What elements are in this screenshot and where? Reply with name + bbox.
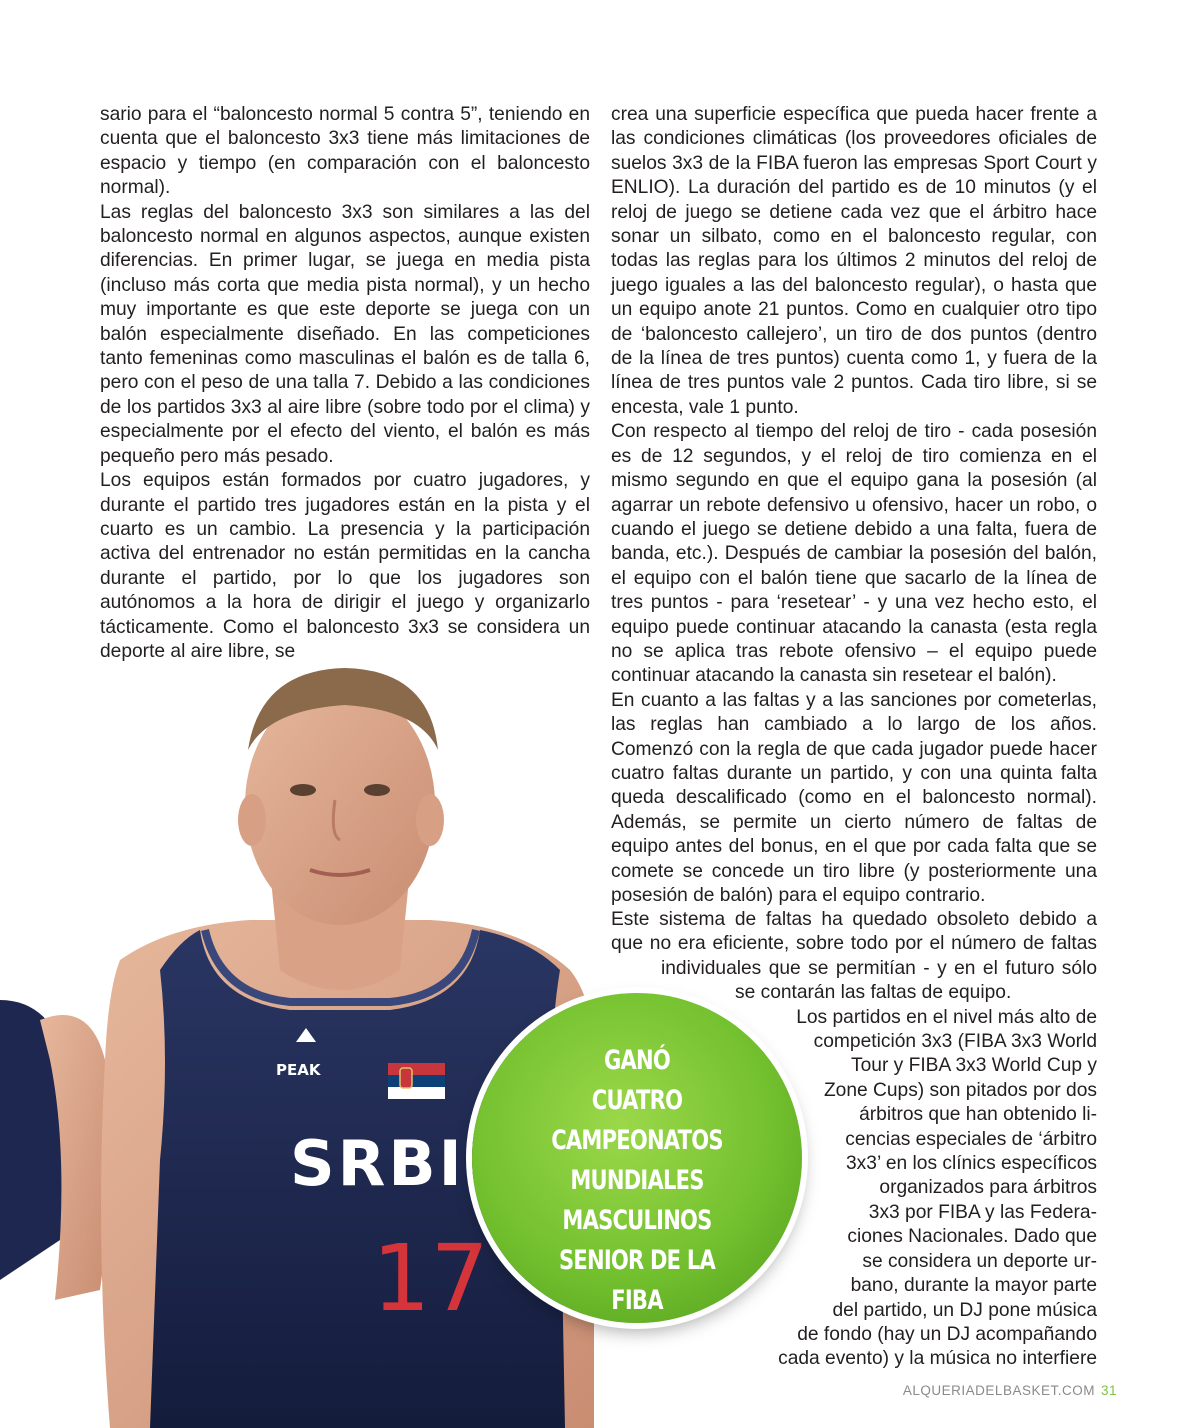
- body-text-right-column: [611, 103, 1097, 908]
- wrap-line: individuales que se permitían - y en el futuro sólo: [661, 957, 1097, 979]
- wrap-line: 3x3’ en los clínics específicos: [846, 1153, 1097, 1175]
- footer-site: ALQUERIADELBASKET.COM: [902, 1383, 1095, 1398]
- wrap-line: del partido, un DJ pone música: [832, 1299, 1097, 1321]
- wrap-line: bano, durante la mayor parte: [850, 1275, 1097, 1297]
- wrap-line: que no era eficiente, sobre todo por el número de faltas: [611, 933, 1097, 955]
- callout-circle: [472, 993, 802, 1323]
- jersey-number: 17: [372, 1225, 490, 1332]
- left-column-text: sario para el “baloncesto normal 5 contra 5”, teniendo en cuenta que el baloncesto 3x3 tiene más limitaciones de espacio y tiempo (en comparación con el baloncesto normal). Las reglas del baloncesto 3x3 son similares a las del baloncesto normal en algunos aspectos, aunque existen diferencias. En primer lugar, se juega en media pista (incluso más corta que media pista normal), y un hecho muy importante es que este deporte se juega con un balón especialmente diseñado. En las competiciones tanto femeninas como masculinas el balón es de talla 6, pero con el peso de una talla 7. Debido a las condiciones de los partidos 3x3 al aire libre (sobre todo por el clima) y especialmente por el efecto del viento, el balón es más pequeño pero más pesado. Los equipos están formados por cuatro jugadores, y durante el partido tres jugadores están en la pista y el cuarto es un cambio. La presencia y la participación activa del entrenador no están permitidas en la cancha durante el partido, por lo que los jugadores son autónomos a la hora de dirigir el juego y organizarlo tácticamente. Como el baloncesto 3x3 se considera un deporte al aire libre, se: [100, 104, 590, 662]
- wrap-line: cada evento) y la música no interfiere: [778, 1348, 1097, 1370]
- jersey-text: SRBI: [290, 1127, 465, 1200]
- callout-text: GANÓ CUATRO CAMPEONATOS MUNDIALES MASCULINOS SENIOR DE LA FIBA: [551, 1045, 723, 1316]
- wrap-line: se contarán las faltas de equipo.: [735, 982, 1012, 1004]
- wrap-line: competición 3x3 (FIBA 3x3 World: [813, 1031, 1097, 1053]
- wrap-line: Los partidos en el nivel más alto de: [796, 1006, 1097, 1028]
- wrap-line: 3x3 por FIBA y las Federa-: [868, 1201, 1097, 1223]
- wrap-line: Tour y FIBA 3x3 World Cup y: [851, 1055, 1097, 1077]
- wrap-line: de fondo (hay un DJ acompañando: [797, 1323, 1097, 1345]
- jersey-brand: PEAK: [276, 1061, 321, 1079]
- page-number: 31: [1100, 1383, 1117, 1398]
- wrap-line: cencias especiales de ‘árbitro: [845, 1128, 1097, 1150]
- wrap-line: árbitros que han obtenido li-: [859, 1104, 1097, 1126]
- player-photo: [0, 640, 594, 1428]
- wrap-line: Este sistema de faltas ha quedado obsoleto debido a: [611, 909, 1097, 930]
- wrap-line: se considera un deporte ur-: [862, 1250, 1097, 1272]
- wrap-line: Zone Cups) son pitados por dos: [823, 1079, 1097, 1101]
- body-text-left-column: [100, 103, 590, 664]
- page-footer: [903, 1383, 1117, 1398]
- right-column-text: crea una superficie específica que pueda hacer frente a las condiciones climáticas (los proveedores oficiales de suelos 3x3 de la FIBA fueron las empresas Sport Court y ENLIO). La duración del partido es de 10 minutos (y el reloj de juego se detiene cada vez que el árbitro hace sonar un silbato, como en el baloncesto regular, con todas las reglas para los últimos 2 minutos del reloj de juego iguales a las del baloncesto regular), o hasta que un equipo anote 21 puntos. Como en cualquier otro tipo de ‘baloncesto callejero’, un tiro de dos puntos (dentro de la línea de tres puntos) cuenta como 1, y fuera de la línea de tres puntos vale 2 puntos. Cada tiro libre, si se encesta, vale 1 punto. Con respecto al tiempo del reloj de tiro - cada posesión es de 12 segundos, y el reloj de tiro comienza en el mismo segundo en que el equipo gana la posesión (al agarrar un rebote defensivo u ofensivo, hacer un robo, o cuando el juego se detiene debido a una falta, fuera de banda, etc.). Después de cambiar la posesión del balón, el equipo con el balón tiene que sacarlo de la línea de tres puntos - para ‘resetear’ - y una vez hecho esto, el equipo puede continuar atacando la canasta (esta regla no se aplica tras rebote ofensivo – el equipo puede continuar atacando la canasta sin resetear el balón). En cuanto a las faltas y a las sanciones por cometerlas, las reglas han cambiado a lo largo de los años. Comenzó con la regla de que cada jugador puede hacer cuatro faltas durante un partido, y con una quinta falta queda descalificado (como en el baloncesto normal). Además, se permite un cierto número de faltas de equipo antes del bonus, en el que por cada falta que se comete se concede un tiro libre (y posteriormente una posesión de balón) para el equipo contrario.: [611, 104, 1097, 906]
- wrap-line: ciones Nacionales. Dado que: [847, 1226, 1097, 1248]
- wrap-line: organizados para árbitros: [879, 1177, 1097, 1199]
